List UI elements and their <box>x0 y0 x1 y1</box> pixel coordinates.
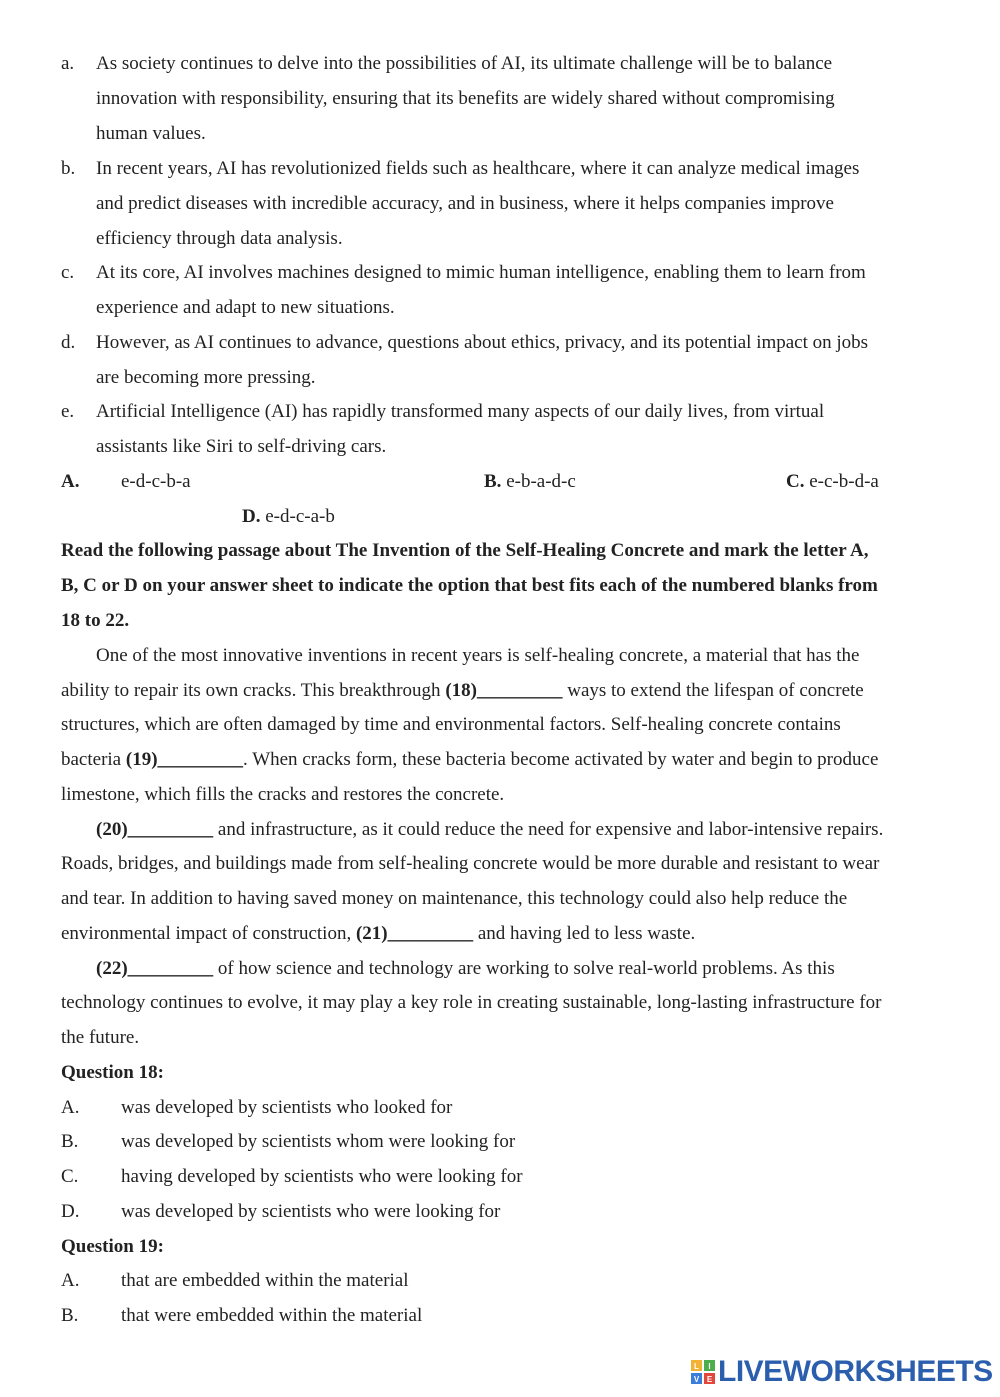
passage-line: structures, which are often damaged by time and environmental factors. Self-healing concrete contains <box>61 714 841 735</box>
instruction-line: B, C or D on your answer sheet to indicate the option that best fits each of the numbered blanks from <box>61 575 878 596</box>
passage-text: environmental impact of construction, <box>61 923 356 944</box>
passage-line: limestone, which fills the cracks and restores the concrete. <box>61 784 505 805</box>
order-item-text: are becoming more pressing. <box>96 367 316 388</box>
liveworksheets-logo-icon <box>690 1359 716 1385</box>
svg-text:V: V <box>693 1375 700 1384</box>
answer-letter: A. <box>61 471 80 492</box>
option-text: that are embedded within the material <box>121 1270 409 1291</box>
instruction-line: Read the following passage about The Invention of the Self-Healing Concrete and mark the letter A, <box>61 540 869 561</box>
option-letter: D. <box>61 1201 80 1222</box>
option-letter: B. <box>61 1131 79 1152</box>
order-answer-b[interactable] <box>484 470 576 494</box>
passage-line <box>61 679 864 703</box>
passage-line: One of the most innovative inventions in recent years is self-healing concrete, a material that has the <box>96 645 860 666</box>
order-item-text: assistants like Siri to self-driving cars. <box>96 436 387 457</box>
order-item-text: experience and adapt to new situations. <box>96 297 395 318</box>
answer-letter: B. <box>484 471 502 492</box>
option-letter: A. <box>61 1270 80 1291</box>
passage-text: of how science and technology are working to solve real-world problems. As this <box>213 958 835 979</box>
answer-text: e-c-b-d-a <box>809 471 879 492</box>
passage-line <box>61 922 695 946</box>
option-text: that were embedded within the material <box>121 1305 423 1326</box>
question-18-title: Question 18: <box>61 1062 164 1083</box>
order-item-text: In recent years, AI has revolutionized fields such as healthcare, where it can analyze medical images <box>96 158 860 179</box>
blank-19[interactable]: (19)_________ <box>125 749 244 770</box>
option-text: was developed by scientists whom were looking for <box>121 1131 516 1152</box>
passage-text: ability to repair its own cracks. This breakthrough <box>61 680 446 701</box>
svg-text:I: I <box>708 1362 711 1371</box>
order-item-letter: d. <box>61 332 76 353</box>
passage-line: Roads, bridges, and buildings made from self-healing concrete would be more durable and resistant to wear <box>61 853 880 874</box>
option-text: was developed by scientists who looked for <box>121 1097 453 1118</box>
passage-text: and having led to less waste. <box>473 923 696 944</box>
instruction-line: 18 to 22. <box>61 610 130 631</box>
order-item-text: human values. <box>96 123 206 144</box>
order-item-letter: c. <box>61 262 75 283</box>
blank-21[interactable]: (21)_________ <box>355 923 474 944</box>
order-item-text: Artificial Intelligence (AI) has rapidly transformed many aspects of our daily lives, from virtual <box>96 401 825 422</box>
option-letter: A. <box>61 1097 80 1118</box>
option-letter: B. <box>61 1305 79 1326</box>
option-text: having developed by scientists who were looking for <box>121 1166 523 1187</box>
question-19-title: Question 19: <box>61 1236 164 1257</box>
passage-line: the future. <box>61 1027 140 1048</box>
passage-text: bacteria <box>61 749 126 770</box>
option-text: was developed by scientists who were looking for <box>121 1201 501 1222</box>
passage-line <box>96 957 835 981</box>
order-answer-a[interactable] <box>61 470 79 494</box>
blank-22[interactable]: (22)_________ <box>96 958 214 979</box>
answer-text: e-d-c-a-b <box>265 506 335 527</box>
passage-line: and tear. In addition to having saved money on maintenance, this technology could also help reduce the <box>61 888 848 909</box>
answer-letter: D. <box>242 506 261 527</box>
order-item-text: efficiency through data analysis. <box>96 228 343 249</box>
order-item-letter: b. <box>61 158 76 179</box>
order-item-text: and predict diseases with incredible accuracy, and in business, where it helps companies improve <box>96 193 834 214</box>
order-answer-a-text[interactable]: e-d-c-b-a <box>121 471 191 492</box>
order-answer-c[interactable] <box>786 470 879 494</box>
order-item-text: At its core, AI involves machines designed to mimic human intelligence, enabling them to learn from <box>96 262 866 283</box>
blank-20[interactable]: (20)_________ <box>96 819 214 840</box>
answer-letter: C. <box>786 471 805 492</box>
order-item-text: innovation with responsibility, ensuring that its benefits are widely shared without compromising <box>96 88 835 109</box>
passage-line <box>61 748 878 772</box>
liveworksheets-logo <box>690 1357 993 1387</box>
svg-text:L: L <box>694 1362 699 1371</box>
answer-text: e-b-a-d-c <box>506 471 576 492</box>
order-answer-d[interactable] <box>242 505 335 529</box>
passage-line <box>96 818 883 842</box>
order-item-letter: e. <box>61 401 75 422</box>
svg-text:E: E <box>706 1375 713 1384</box>
order-item-letter: a. <box>61 53 75 74</box>
option-letter: C. <box>61 1166 79 1187</box>
order-item-text: However, as AI continues to advance, questions about ethics, privacy, and its potential impact on jobs <box>96 332 869 353</box>
passage-line: technology continues to evolve, it may play a key role in creating sustainable, long-lasting infrastructure for <box>61 992 882 1013</box>
order-item-text: As society continues to delve into the possibilities of AI, its ultimate challenge will be to balance <box>96 53 833 74</box>
passage-text: and infrastructure, as it could reduce the need for expensive and labor-intensive repairs. <box>213 819 884 840</box>
passage-text: . When cracks form, these bacteria become activated by water and begin to produce <box>243 749 879 770</box>
blank-18[interactable]: (18)_________ <box>445 680 563 701</box>
logo-text: LIVEWORKSHEETS <box>718 1355 993 1388</box>
passage-text: ways to extend the lifespan of concrete <box>562 680 864 701</box>
